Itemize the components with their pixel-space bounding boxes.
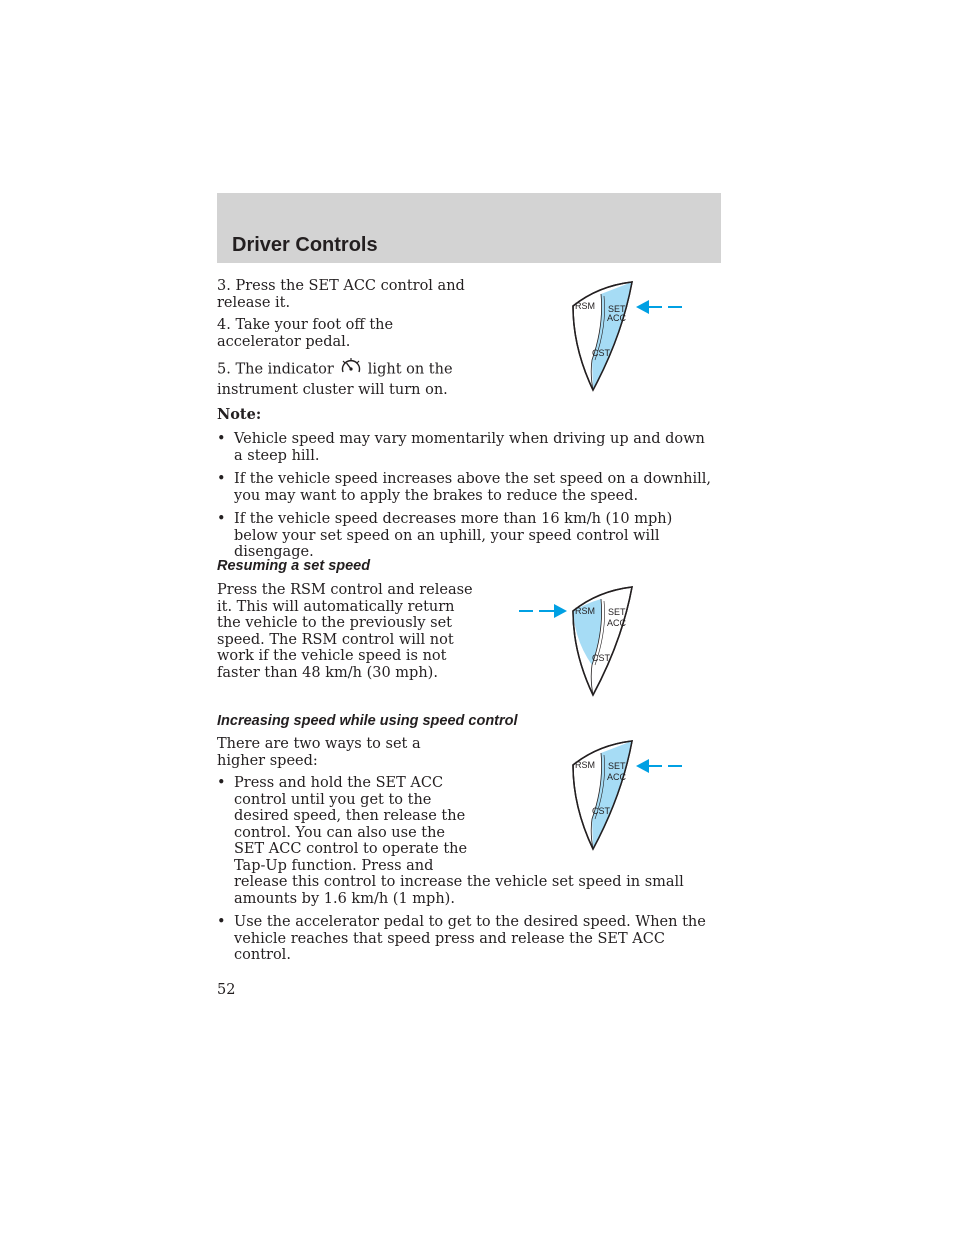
acc-label: ACC <box>607 772 627 782</box>
section-heading-increase: Increasing speed while using speed control <box>217 713 518 729</box>
header-band <box>217 193 721 263</box>
increase-list-2 <box>217 914 717 971</box>
increase-bullet-2: • Use the accelerator pedal to get to the desired speed. When the vehicle reaches that speed press and release the SET ACC control. <box>217 914 717 964</box>
arrow-right-icon <box>519 604 567 618</box>
note-item: • If the vehicle speed increases above the set speed on a downhill, you may want to apply the brakes to reduce the speed. <box>217 471 717 504</box>
arrow-left-icon <box>636 759 682 773</box>
acc-label: ACC <box>607 313 627 323</box>
set-label: SET <box>608 304 626 314</box>
cst-label: CST <box>592 348 610 358</box>
step-5-suffix: light on the instrument cluster will turn on. <box>217 361 453 398</box>
note-list <box>217 431 717 568</box>
steering-control-diagram-set-acc <box>560 276 690 394</box>
step-3: 3. Press the SET ACC control and release it. <box>217 278 465 311</box>
section-heading-resume: Resuming a set speed <box>217 558 371 574</box>
set-label: SET <box>608 607 626 617</box>
note-label: Note: <box>217 406 262 423</box>
steering-control-diagram-rsm <box>515 581 645 699</box>
steering-control-diagram-set-acc-2 <box>560 735 690 853</box>
acc-label: ACC <box>607 618 627 628</box>
rsm-label: RSM <box>575 606 595 616</box>
rsm-label: RSM <box>575 301 595 311</box>
speedometer-icon <box>340 357 362 382</box>
cst-label: CST <box>592 806 610 816</box>
step-4: 4. Take your foot off the accelerator pedal. <box>217 317 394 350</box>
cst-label: CST <box>592 653 610 663</box>
set-label: SET <box>608 761 626 771</box>
step-5-prefix: 5. The indicator <box>217 361 334 378</box>
increase-intro: There are two ways to set a higher speed: <box>217 736 421 769</box>
page-title: Driver Controls <box>232 234 378 256</box>
rsm-label: RSM <box>575 760 595 770</box>
increase-bullet-1-part2: release this control to increase the vehicle set speed in small amounts by 1.6 km/h (1 mph). <box>234 874 684 907</box>
note-item: • If the vehicle speed decreases more than 16 km/h (10 mph) below your set speed on an uphill, your speed control will disengage. <box>217 511 717 561</box>
increase-bullet-1-part1: Press and hold the SET ACC control until you get to the desired speed, then release the control. You can also use the SET ACC control to operate the Tap-Up function. Press and <box>234 775 468 874</box>
step-5 <box>217 357 477 398</box>
bullet-glyph: • <box>217 775 226 791</box>
resume-body: Press the RSM control and release it. This will automatically return the vehicle to the previously set speed. The RSM control will not work if the vehicle speed is not faster than 48 km/h (30 mph). <box>217 582 473 681</box>
arrow-left-icon <box>636 300 682 314</box>
note-item: • Vehicle speed may vary momentarily when driving up and down a steep hill. <box>217 431 717 464</box>
page-number: 52 <box>217 982 236 998</box>
